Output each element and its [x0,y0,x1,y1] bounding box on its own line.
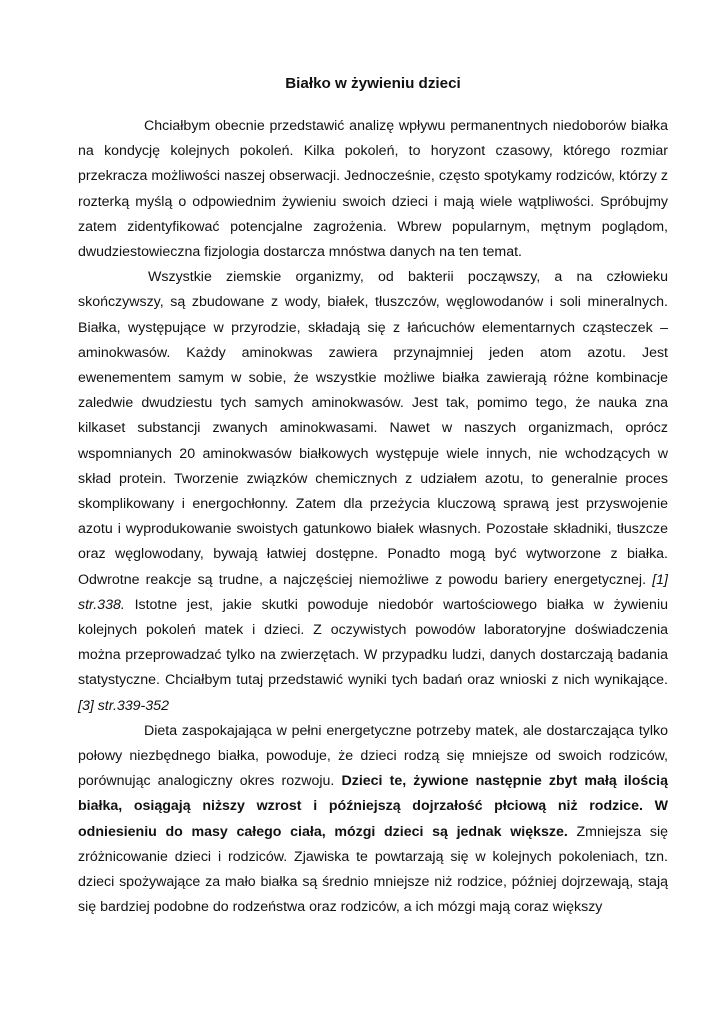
paragraph-2-text-b: Istotne jest, jakie skutki powoduje niedobór wartościowego białka w żywieniu kolejnych pokoleń matek i dzieci. Z oczywistych powodów laboratoryjne doświadczenia można przeprowadzać tylko na zwierzętach. W przypadku ludzi, danych dostarczają badania statystyczne. Chciałbym tutaj przedstawić wyniki tych badań oraz wnioski z nich wynikające. [78,596,668,689]
paragraph-2 [78,265,668,719]
paragraph-3-text-b: Zmniejsza się zróżnicowanie dzieci i rodziców. Zjawiska te powtarzają się w kolejnych pokoleniach, tzn. dzieci spożywające za mało białka są średnio mniejsze niż rodzice, później dojrzewają, stają się bardziej podobne do rodzeństwa oraz rodziców, a ich mózgi mają coraz większy [78,823,668,916]
paragraph-3-bold: Dzieci te, żywione następnie zbyt małą ilością białka, osiągają niższy wzrost i późniejszą dojrzałość płciową niż rodzice. W odniesieniu do masy całego ciała, mózgi dzieci są jednak większe. [78,773,669,840]
citation-ref-2: [3] str.339-352 [78,697,169,714]
citation-ref-1: [1] str.338. [78,571,668,613]
paragraph-3-text-a: Dieta zaspokajająca w pełni energetyczne potrzeby matek, ale dostarczająca tylko połowy niezbędnego białka, powoduje, że dzieci rodzą się mniejsze od swoich rodziców, porównując analogiczny okres rozwoju. [78,722,668,790]
paragraph-1: Chciałbym obecnie przedstawić analizę wpływu permanentnych niedoborów białka na kondycję kolejnych pokoleń. Kilka pokoleń, to horyzont czasowy, którego rozmiar przekracza możliwości naszej obserwacji. Jednocześnie, często spotykamy rodziców, którzy z rozterką myślą o odpowiednim żywieniu swoich dzieci i mają wiele wątpliwości. Spróbujmy zatem zidentyfikować potencjalne zagrożenia. Wbrew popularnym, mętnym poglądom, dwudziestowieczna fizjologia dostarcza mnóstwa danych na ten temat. [78,118,668,261]
document-page [78,70,668,921]
document-title: Białko w żywieniu dzieci [285,75,461,92]
paragraph-3 [78,719,668,921]
paragraph-2-text-a: Wszystkie ziemskie organizmy, od bakterii począwszy, a na człowieku skończywszy, są zbudowane z wody, białek, tłuszczów, węglowodanów i soli mineralnych. Białka, występujące w przyrodzie, składają się z łańcuchów elementarnych cząsteczek – aminokwasów. Każdy aminokwas zawiera przynajmniej jeden atom azotu. Jest ewenementem samym w sobie, że wszystkie możliwe białka zawierają różne kombinacje zaledwie dwudziestu tych samych aminokwasów. Jest tak, pomimo tego, że nauka zna kilkaset substancji zwanych aminokwasami. Nawet w naszych organizmach, oprócz wspomnianych 20 aminokwasów białkowych występuje wiele innych, nie wchodzących w skład protein. Tworzenie związków chemicznych z udziałem azotu, to generalnie proces skomplikowany i energochłonny. Zatem dla przeżycia kluczową sprawą jest przyswojenie azotu i wyprodukowanie swoistych gatunkowo białek własnych. Pozostałe składniki, tłuszcze oraz węglowodany, bywają łatwiej dostępne. Ponadto mogą być wytworzone z białka. Odwrotne reakcje są trudne, a najczęściej niemożliwe z powodu bariery energetycznej. [78,269,668,588]
